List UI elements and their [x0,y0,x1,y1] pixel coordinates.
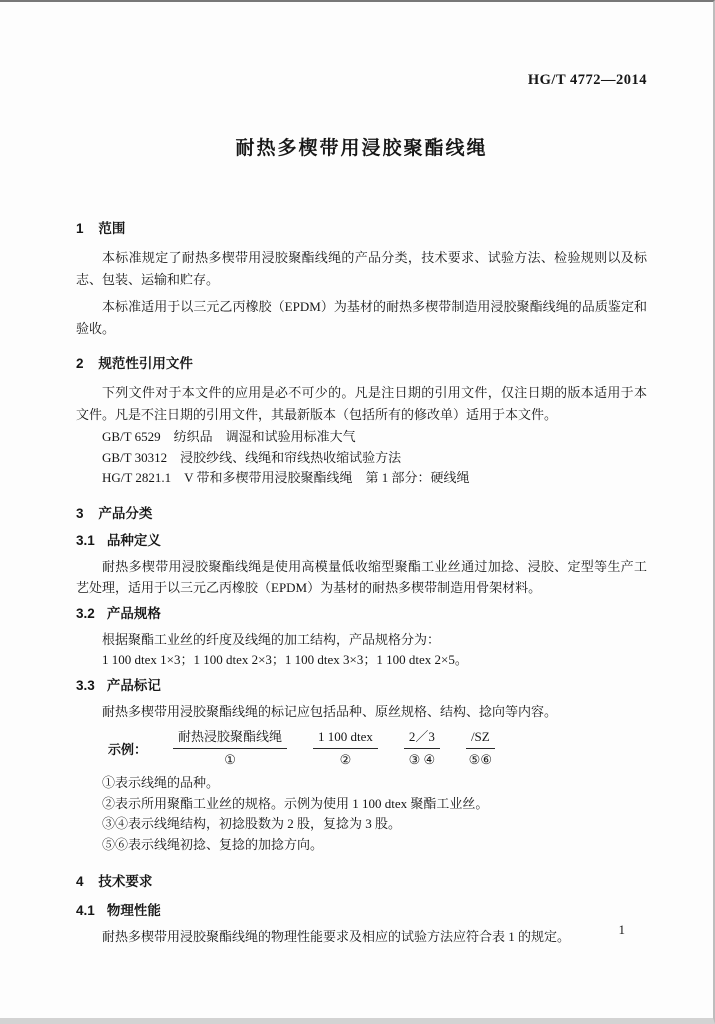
section-4-1-number: 4.1 [76,903,95,918]
fraction-bottom: ① [224,752,236,767]
section-4-1-title: 物理性能 [106,903,161,918]
fraction-bottom: ③ ④ [408,752,436,767]
page-content [0,2,713,948]
section-1-heading [76,220,647,238]
reference-item: GB/T 30312 浸胶纱线、线绳和帘线热收缩试验方法 [102,449,402,465]
section-1-paragraph-1: 本标准规定了耐热多楔带用浸胶聚酯线绳的产品分类，技术要求、试验方法、检验规则以及标志、包装、运输和贮存。 [76,250,647,287]
reference-item: GB/T 6529 纺织品 调湿和试验用标准大气 [102,429,356,444]
section-3-3-title: 产品标记 [106,677,161,693]
product-spec-line: 1 100 dtex 1×3；1 100 dtex 2×3；1 100 dtex 3×3；1 100 dtex 2×5。 [102,652,468,667]
fraction-top: /SZ [466,729,495,749]
section-3-2-paragraph: 根据聚酯工业丝的纤度及线绳的加工结构，产品规格分为： [102,631,441,647]
standard-code: HG/T 4772—2014 [527,72,647,88]
section-3-title: 产品分类 [98,505,153,521]
section-1-title: 范围 [98,221,126,236]
example-fraction-twist [466,729,495,768]
section-4-number: 4 [76,874,84,889]
section-4-1-heading [76,902,647,920]
section-3-number: 3 [76,505,84,521]
fraction-top: 耐热浸胶聚酯线绳 [173,729,287,749]
section-3-1-heading [76,532,647,550]
reference-item: HG/T 2821.1 V 带和多楔带用浸胶聚酯线绳 第 1 部分：硬线绳 [102,470,470,485]
section-2-number: 2 [76,356,84,371]
section-1-paragraph-2: 本标准适用于以三元乙丙橡胶（EPDM）为基材的耐热多楔带制造用浸胶聚酯线绳的品质鉴定和验收。 [76,299,647,336]
section-3-1-number: 3.1 [76,532,95,548]
example-notes-list [76,773,647,855]
section-3-3-paragraph: 耐热多楔带用浸胶聚酯线绳的标记应包括品种、原丝规格、结构、捻向等内容。 [102,703,558,719]
product-marking-example [76,729,647,768]
fraction-bottom: ⑤⑥ [468,752,492,767]
normative-references-list [76,427,647,489]
page-number: 1 [618,922,625,937]
note-item: ③④表示线绳结构，初捻股数为 2 股，复捻为 3 股。 [102,816,402,831]
example-fraction-variety [173,729,287,768]
section-3-2-number: 3.2 [76,605,95,621]
example-fraction-structure [404,729,440,768]
section-3-2-heading [76,605,647,623]
section-3-3-number: 3.3 [76,677,95,693]
section-4-title: 技术要求 [98,874,153,889]
fraction-top: 2／3 [404,729,440,749]
document-title: 耐热多楔带用浸胶聚酯线绳 [235,138,488,159]
section-3-heading [76,505,647,523]
section-2-intro: 下列文件对于本文件的应用是必不可少的。凡是注日期的引用文件，仅注日期的版本适用于本文件。凡是不注日期的引用文件，其最新版本（包括所有的修改单）适用于本文件。 [76,385,647,422]
example-fraction-dtex [313,729,378,768]
fraction-bottom: ② [339,752,352,767]
note-item: ②表示所用聚酯工业丝的规格。示例为使用 1 100 dtex 聚酯工业丝。 [102,795,489,811]
section-3-1-title: 品种定义 [106,532,161,548]
fraction-top: 1 100 dtex [313,729,378,749]
note-item: ①表示线绳的品种。 [102,775,220,790]
section-3-1-paragraph: 耐热多楔带用浸胶聚酯线绳是使用高模量低收缩型聚酯工业丝通过加捻、浸胶、定型等生产工艺处理，适用于以三元乙丙橡胶（EPDM）为基材的耐热多楔带制造用骨架材料。 [76,558,647,595]
section-2-title: 规范性引用文件 [98,356,193,371]
section-3-2-title: 产品规格 [106,605,161,621]
example-label: 示例： [108,742,148,757]
section-3-3-heading [76,677,647,695]
section-4-heading [76,873,647,891]
section-1-number: 1 [76,221,84,236]
section-2-heading [76,355,647,373]
section-4-1-paragraph: 耐热多楔带用浸胶聚酯线绳的物理性能要求及相应的试验方法应符合表 1 的规定。 [102,929,571,944]
note-item: ⑤⑥表示线绳初捻、复捻的加捻方向。 [102,836,324,852]
